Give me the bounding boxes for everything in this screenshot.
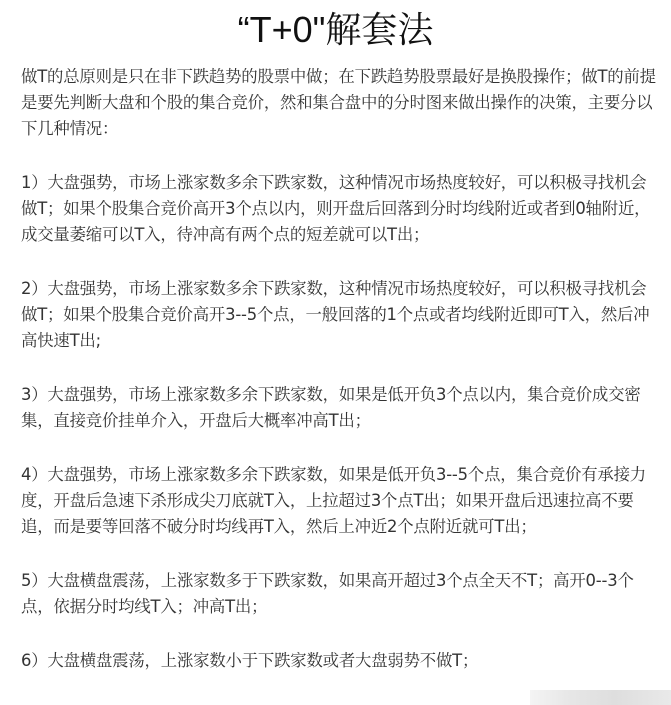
intro-paragraph: 做T的总原则是只在非下跌趋势的股票中做；在下跌趋势股票最好是换股操作；做T的前提是要先判断大盘和个股的集合竞价，然和集合盘中的分时图来做出操作的决策，主要分以下几种情况： xyxy=(21,67,656,138)
case-4-paragraph: 4）大盘强势，市场上涨家数多余下跌家数，如果是低开负3--5个点，集合竞价有承接力度，开盘后急速下杀形成尖刀底就T入，上拉超过3个点T出；如果开盘后迅速拉高不要追，而是要等回落不破分时均线再T入，然后上冲近2个点附近就可T出； xyxy=(21,465,646,536)
case-5-paragraph: 5）大盘横盘震荡，上涨家数多于下跌家数，如果高开超过3个点全天不T；高开0--3个点，依据分时均线T入；冲高T出； xyxy=(21,571,634,616)
blurred-watermark xyxy=(530,690,671,705)
case-6-paragraph: 6）大盘横盘震荡，上涨家数小于下跌家数或者大盘弱势不做T； xyxy=(21,651,479,670)
page-title: “T+0"解套法 xyxy=(237,9,434,50)
article-body xyxy=(21,64,656,674)
case-3-paragraph: 3）大盘强势，市场上涨家数多余下跌家数，如果是低开负3个点以内，集合竞价成交密集，直接竞价挂单介入，开盘后大概率冲高T出； xyxy=(21,385,641,430)
case-2-paragraph: 2）大盘强势，市场上涨家数多余下跌家数，这种情况市场热度较好，可以积极寻找机会做T；如果个股集合竞价高开3--5个点，一般回落的1个点或者均线附近即可T入，然后冲高快速T出; xyxy=(21,279,650,350)
case-1-paragraph: 1）大盘强势，市场上涨家数多余下跌家数，这种情况市场热度较好，可以积极寻找机会做T；如果个股集合竞价高开3个点以内，则开盘后回落到分时均线附近或者到0轴附近，成交量萎缩可以T入，待冲高有两个点的短差就可以T出； xyxy=(21,173,651,244)
